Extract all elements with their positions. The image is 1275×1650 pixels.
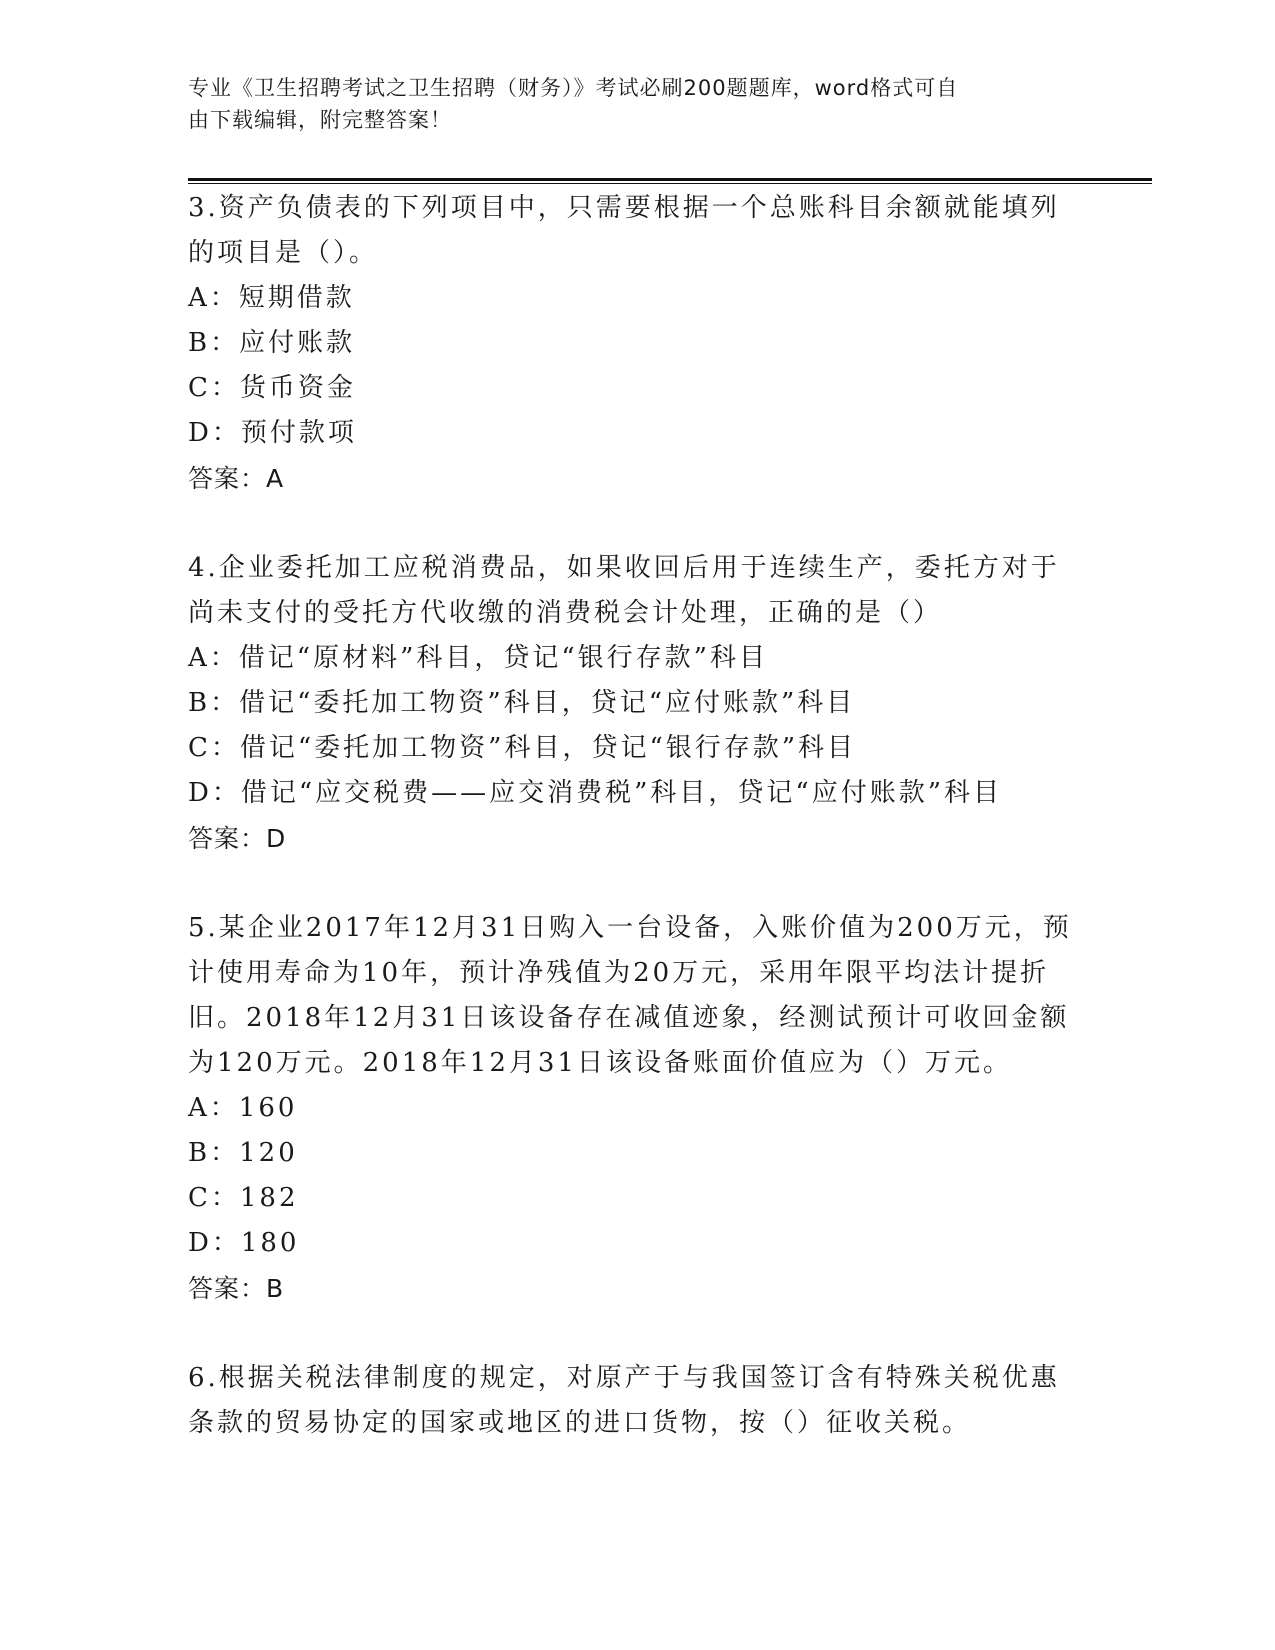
question-text [188,546,1088,636]
questions-list [188,186,1088,1446]
option-d: D：预付款项 [188,418,357,448]
question-6 [188,1356,1088,1446]
question-text-line: 尚未支付的受托方代收缴的消费税会计处理，正确的是（） [188,598,943,628]
option-b: B：借记“委托加工物资”科目，贷记“应付账款”科目 [188,688,856,718]
question-text [188,186,1088,276]
question-text-line: 的项目是（）。 [188,238,379,268]
header-rule-thick [188,178,1152,181]
option-c: C：货币资金 [188,373,356,403]
question-spacer [188,502,1088,546]
question-text-line: 6.根据关税法律制度的规定，对原产于与我国签订含有特殊关税优惠 [188,1363,1060,1393]
question-text-line: 计使用寿命为10年，预计净残值为20万元，采用年限平均法计提折 [188,958,1050,988]
header-line-1: 专业《卫生招聘考试之卫生招聘（财务）》考试必刷200题题库，word格式可自 [188,76,959,100]
header-line-2: 由下载编辑，附完整答案！ [188,108,452,132]
question-text-line: 旧。2018年12月31日该设备存在减值迹象，经测试预计可收回金额 [188,1003,1070,1033]
option-a: A：160 [188,1093,298,1123]
question-5 [188,906,1088,1312]
question-text-line: 为120万元。2018年12月31日该设备账面价值应为（）万元。 [188,1048,1012,1078]
question-text [188,906,1088,1086]
option-a: A：借记“原材料”科目，贷记“银行存款”科目 [188,643,768,673]
question-spacer [188,1312,1088,1356]
document-header [188,72,1068,136]
option-c: C：182 [188,1183,299,1213]
question-4 [188,546,1088,862]
answer: 答案：D [188,824,287,853]
question-text-line: 4.企业委托加工应税消费品，如果收回后用于连续生产，委托方对于 [188,553,1060,583]
question-text-line: 5.某企业2017年12月31日购入一台设备，入账价值为200万元，预 [188,913,1072,943]
option-d: D：借记“应交税费——应交消费税”科目，贷记“应付账款”科目 [188,778,1003,808]
question-text [188,1356,1088,1446]
option-c: C：借记“委托加工物资”科目，贷记“银行存款”科目 [188,733,857,763]
option-b: B：应付账款 [188,328,356,358]
question-3 [188,186,1088,502]
answer: 答案：B [188,1274,285,1303]
option-d: D：180 [188,1228,300,1258]
answer: 答案：A [188,464,285,493]
question-text-line: 条款的贸易协定的国家或地区的进口货物，按（）征收关税。 [188,1408,972,1438]
question-spacer [188,862,1088,906]
header-rule-thin [188,183,1152,184]
option-a: A：短期借款 [188,283,355,313]
question-text-line: 3.资产负债表的下列项目中，只需要根据一个总账科目余额就能填列 [188,193,1060,223]
option-b: B：120 [188,1138,298,1168]
